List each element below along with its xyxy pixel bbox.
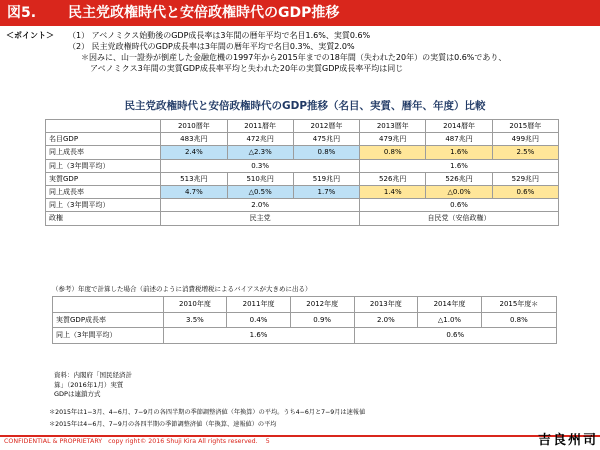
table-row [46,133,559,146]
table-cell: 529兆円 [492,172,558,185]
table-row [53,328,557,344]
point-line: （2） 民主党政権時代のGDP成長率は3年間の暦年平均で名目0.3%、実質2.0% [68,42,355,51]
row-label: 名目GDP [46,133,161,146]
table-row [46,172,559,185]
row-label: 政権 [46,212,161,225]
table-cell: 475兆円 [293,133,359,146]
table-cell: △2.3% [227,146,293,159]
year-header: 2012年度 [290,297,354,313]
table-cell: 1.7% [293,185,359,198]
year-header: 2015年度＊ [481,297,556,313]
fiscal-note: （参考）年度で計算した場合（前述のように消費税増税によるバイアスが大きめに出る） [52,285,312,293]
table-cell: 483兆円 [161,133,227,146]
table-cell: 479兆円 [360,133,426,146]
table-title: 民主党政権時代と安倍政権時代のGDP推移（名目、実質、暦年、年度）比較 [124,100,486,112]
table-cell: 472兆円 [227,133,293,146]
table-row [46,159,559,172]
table-cell: 0.8% [293,146,359,159]
table-cell: 0.6% [354,328,556,344]
figure-header [0,0,600,26]
table-cell: 526兆円 [426,172,492,185]
table-row [46,212,559,225]
year-header: 2014年度 [418,297,482,313]
table-header-row [53,297,557,313]
row-label: 同上成長率 [46,146,161,159]
footer-text [4,438,270,445]
row-label: 実質GDP成長率 [53,312,164,328]
table-cell: 0.9% [290,312,354,328]
figure-number: 図5. [7,5,37,21]
table-cell: 526兆円 [360,172,426,185]
table-cell: 2.4% [161,146,227,159]
source-note: 資料：内閣府「国民経済計算」（2016年1月）実質GDPは連鎖方式 [54,371,132,398]
table-cell: 1.4% [360,185,426,198]
row-label: 実質GDP [46,172,161,185]
table-cell: 1.6% [360,159,559,172]
table-row [46,146,559,159]
point-line: アベノミクス3年間の実質GDP成長率平均と失われた20年の実質GDP成長率平均は同じ [90,64,404,73]
table-cell: △0.5% [227,185,293,198]
table-cell: 510兆円 [227,172,293,185]
year-header: 2010年度 [163,297,227,313]
footnote: ＊2015年は1−3月、4−6月、7−9月の各四半期の季節調整済値（年換算）の平均。うち4−6月と7−9月は速報値 [49,409,366,416]
year-header: 2012暦年 [293,120,359,133]
table-row [46,185,559,198]
table-cell: △1.0% [418,312,482,328]
footer-divider [0,435,600,437]
table-cell: 513兆円 [161,172,227,185]
table-cell: 0.3% [161,159,360,172]
table-cell: 0.6% [360,199,559,212]
copyright-text: copy right© 2016 Shuji Kira All rights reserved. [108,438,258,445]
table-cell: 4.7% [161,185,227,198]
table-cell: 0.4% [227,312,291,328]
row-label: 同上成長率 [46,185,161,198]
table-cell: 1.6% [163,328,354,344]
gdp-calendar-table [45,119,559,226]
year-header: 2013年度 [354,297,418,313]
page-number: 5 [265,438,270,445]
footnote: ＊2015年は4−6月、7−9月の各四半期の季節調整済値（年換算、速報値）の平均 [49,421,277,428]
corner-cell [46,120,161,133]
table-cell: 2.5% [492,146,558,159]
row-label: 同上（3年間平均） [53,328,164,344]
year-header: 2013暦年 [360,120,426,133]
point-line: （1） アベノミクス始動後のGDP成長率は3年間の暦年平均で名目1.6%、実質0.6% [68,31,371,40]
row-label: 同上（3年間平均） [46,159,161,172]
table-cell: 2.0% [354,312,418,328]
year-header: 2011年度 [227,297,291,313]
author-logo: 吉良州司 [538,433,599,448]
table-cell: 0.6% [492,185,558,198]
year-header: 2014暦年 [426,120,492,133]
table-row [46,199,559,212]
table-cell: 499兆円 [492,133,558,146]
table-cell: △0.0% [426,185,492,198]
year-header: 2011暦年 [227,120,293,133]
table-cell: 1.6% [426,146,492,159]
table-row [53,312,557,328]
table-cell: 3.5% [163,312,227,328]
table-cell: 519兆円 [293,172,359,185]
table-cell: 民主党 [161,212,360,225]
row-label: 同上（3年間平均） [46,199,161,212]
table-cell: 487兆円 [426,133,492,146]
figure-title: 民主党政権時代と安倍政権時代のGDP推移 [68,5,340,21]
point-line: ＊因みに、山一證券が倒産した金融危機の1997年から2015年までの18年間（失われた20年）の実質は0.6%であり、 [81,53,507,62]
corner-cell [53,297,164,313]
table-cell: 自民党（安倍政権） [360,212,559,225]
table-header-row [46,120,559,133]
year-header: 2015暦年 [492,120,558,133]
table-cell: 2.0% [161,199,360,212]
gdp-fiscal-table [52,296,557,344]
confidential-label: CONFIDENTIAL & PROPRIETARY [4,438,103,445]
points-label: ＜ポイント＞ [6,31,54,40]
year-header: 2010暦年 [161,120,227,133]
table-cell: 0.8% [481,312,556,328]
table-cell: 0.8% [360,146,426,159]
